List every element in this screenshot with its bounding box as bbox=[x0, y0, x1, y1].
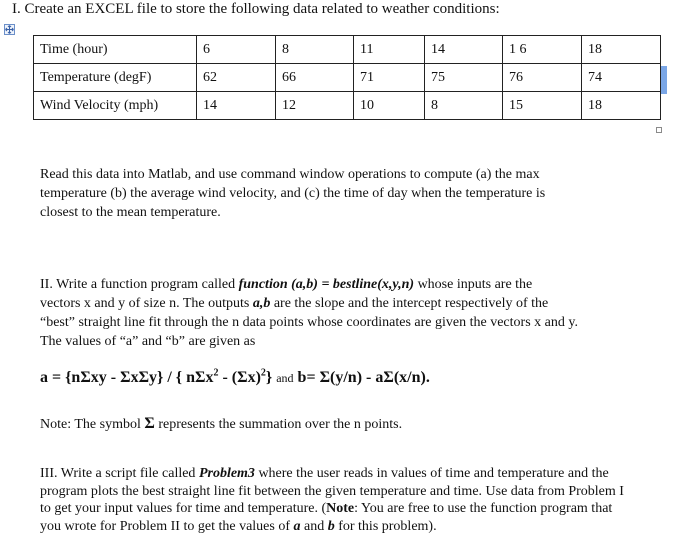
text-line bbox=[40, 500, 624, 518]
script-name: Problem3 bbox=[198, 466, 255, 481]
formula-a-mid: - (Σx) bbox=[218, 369, 261, 386]
text-span: where the user reads in values of time and temperature and the bbox=[254, 466, 609, 481]
table-cell: 18 bbox=[582, 92, 661, 120]
sigma-symbol: Σ bbox=[144, 415, 155, 432]
table-cell: 18 bbox=[582, 36, 661, 64]
formula-a-end: } bbox=[265, 369, 273, 386]
text-line bbox=[40, 294, 578, 313]
table-cell: 66 bbox=[276, 64, 354, 92]
formula-line bbox=[40, 369, 430, 387]
exponent: 2 bbox=[213, 367, 219, 379]
table-cell: 1 6 bbox=[503, 36, 582, 64]
exponent: 2 bbox=[260, 367, 266, 379]
text-line: “best” straight line fit through the n data points whose coordinates are given the vectors x and y. bbox=[40, 315, 578, 330]
text-span: whose inputs are the bbox=[414, 277, 533, 292]
var-b: b bbox=[327, 518, 335, 534]
text-line bbox=[40, 465, 624, 483]
text-line bbox=[40, 275, 578, 294]
text-line: temperature (b) the average wind velocity, and (c) the time of day when the temperature is bbox=[40, 186, 546, 201]
table-cell: 8 bbox=[276, 36, 354, 64]
text-line bbox=[40, 518, 624, 536]
table-row-temperature bbox=[34, 64, 661, 92]
text-line: program plots the best straight line fit between the given temperature and time. Use data from Problem I bbox=[40, 483, 624, 499]
part1-paragraph bbox=[40, 165, 545, 222]
row-label: Wind Velocity (mph) bbox=[34, 92, 197, 120]
table-cell: 10 bbox=[354, 92, 425, 120]
formula-b: b= Σ(y/n) - aΣ(x/n). bbox=[297, 369, 430, 386]
table-cell: 15 bbox=[503, 92, 582, 120]
function-signature: function (a,b) = bestline(x,y,n) bbox=[238, 277, 415, 292]
text-span: Note: The symbol bbox=[40, 417, 145, 432]
text-span: and bbox=[300, 518, 328, 534]
table-cell: 6 bbox=[197, 36, 276, 64]
text-span: to get your input values for time and temperature. ( bbox=[40, 501, 327, 516]
table-cell: 12 bbox=[276, 92, 354, 120]
row-label: Temperature (degF) bbox=[34, 64, 197, 92]
note-line bbox=[40, 414, 402, 434]
table-cell: 74 bbox=[582, 64, 661, 92]
text-span: II. Write a function program called bbox=[40, 277, 239, 292]
table-cell: 11 bbox=[354, 36, 425, 64]
row-selection-marker bbox=[661, 66, 667, 94]
table-cell: 75 bbox=[425, 64, 503, 92]
table-cell: 14 bbox=[425, 36, 503, 64]
table-cell: 14 bbox=[197, 92, 276, 120]
text-span: you wrote for Problem II to get the values of bbox=[40, 518, 294, 534]
weather-data-table bbox=[33, 35, 661, 120]
table-move-handle-icon[interactable] bbox=[4, 24, 15, 35]
heading-part1: I. Create an EXCEL file to store the following data related to weather conditions: bbox=[12, 1, 500, 17]
text-line: Read this data into Matlab, and use command window operations to compute (a) the max bbox=[40, 167, 540, 182]
formula-and: and bbox=[276, 371, 294, 385]
note-label: Note bbox=[326, 501, 355, 516]
output-vars: a,b bbox=[252, 296, 271, 311]
table-row-wind bbox=[34, 92, 661, 120]
text-span: vectors x and y of size n. The outputs bbox=[40, 296, 253, 311]
table-cell: 8 bbox=[425, 92, 503, 120]
part2-paragraph bbox=[40, 275, 578, 351]
table-cell: 71 bbox=[354, 64, 425, 92]
table-resize-handle[interactable] bbox=[656, 127, 662, 133]
text-line: closest to the mean temperature. bbox=[40, 205, 221, 220]
table-cell: 76 bbox=[503, 64, 582, 92]
formula-a: a = {nΣxy - ΣxΣy} / { nΣx bbox=[40, 369, 214, 386]
var-a: a bbox=[293, 518, 301, 534]
table-row-time bbox=[34, 36, 661, 64]
row-label: Time (hour) bbox=[34, 36, 197, 64]
table-cell: 62 bbox=[197, 64, 276, 92]
text-span: are the slope and the intercept respectively of the bbox=[270, 296, 549, 311]
text-span: : You are free to use the function program that bbox=[354, 501, 613, 516]
text-span: represents the summation over the n points. bbox=[154, 417, 403, 432]
part3-paragraph bbox=[40, 465, 624, 535]
text-span: III. Write a script file called bbox=[40, 466, 199, 481]
text-line: The values of “a” and “b” are given as bbox=[40, 334, 256, 349]
text-span: for this problem). bbox=[334, 518, 437, 534]
